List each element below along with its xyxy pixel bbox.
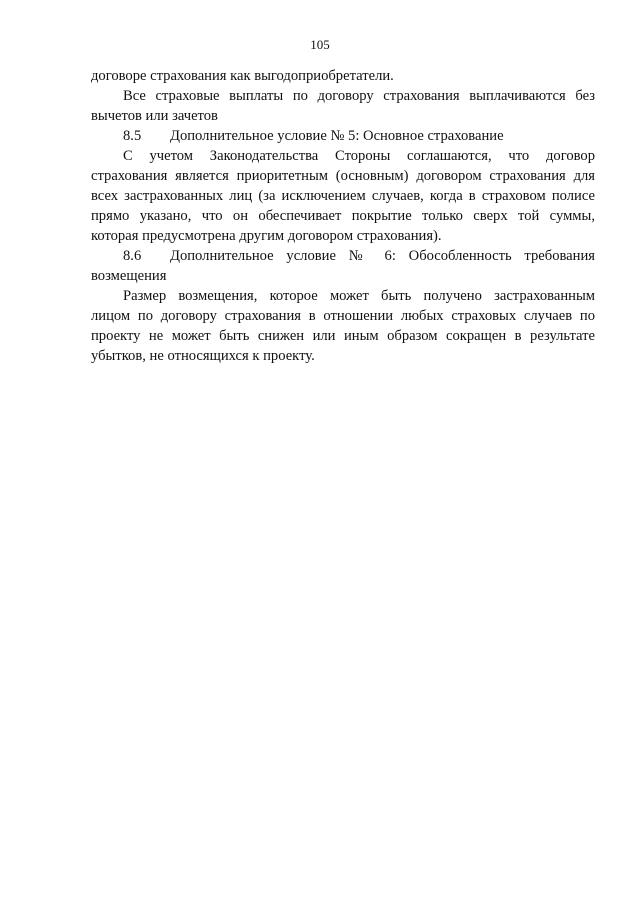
paragraph-line: убытков, не относящихся к проекту. xyxy=(91,348,315,364)
section-title: Дополнительное условие № 6: Обособленность требования xyxy=(170,248,595,264)
document-body xyxy=(91,66,595,366)
paragraph-line: проекту не может быть снижен или иным образом сокращен в результате xyxy=(91,328,595,344)
paragraph-line: прямо указано, что он обеспечивает покрытие только сверх той суммы, xyxy=(91,208,595,224)
section-title: Дополнительное условие № 5: Основное страхование xyxy=(170,128,504,144)
page-number: 105 xyxy=(310,37,330,52)
paragraph-line: договоре страхования как выгодоприобретатели. xyxy=(91,68,394,84)
section-number: 8.5 xyxy=(123,128,142,144)
section-heading-8-5 xyxy=(91,126,595,146)
paragraph-line: всех застрахованных лиц (за исключением случаев, когда в страховом полисе xyxy=(91,188,595,204)
paragraph-line: вычетов или зачетов xyxy=(91,108,218,124)
section-number: 8.6 xyxy=(123,248,142,264)
paragraph-line: страхования является приоритетным (основным) договором страхования для xyxy=(91,168,595,184)
paragraph-line: лицом по договору страхования в отношении любых страховых случаев по xyxy=(91,308,595,324)
section-heading-8-6 xyxy=(91,246,595,266)
paragraph-line: Размер возмещения, которое может быть получено застрахованным xyxy=(123,288,595,304)
paragraph-line: С учетом Законодательства Стороны соглашаются, что договор xyxy=(123,148,595,164)
paragraph-line: Все страховые выплаты по договору страхования выплачиваются без xyxy=(123,88,595,104)
section-title-continuation: возмещения xyxy=(91,268,167,284)
paragraph-line: которая предусмотрена другим договором страхования). xyxy=(91,228,442,244)
